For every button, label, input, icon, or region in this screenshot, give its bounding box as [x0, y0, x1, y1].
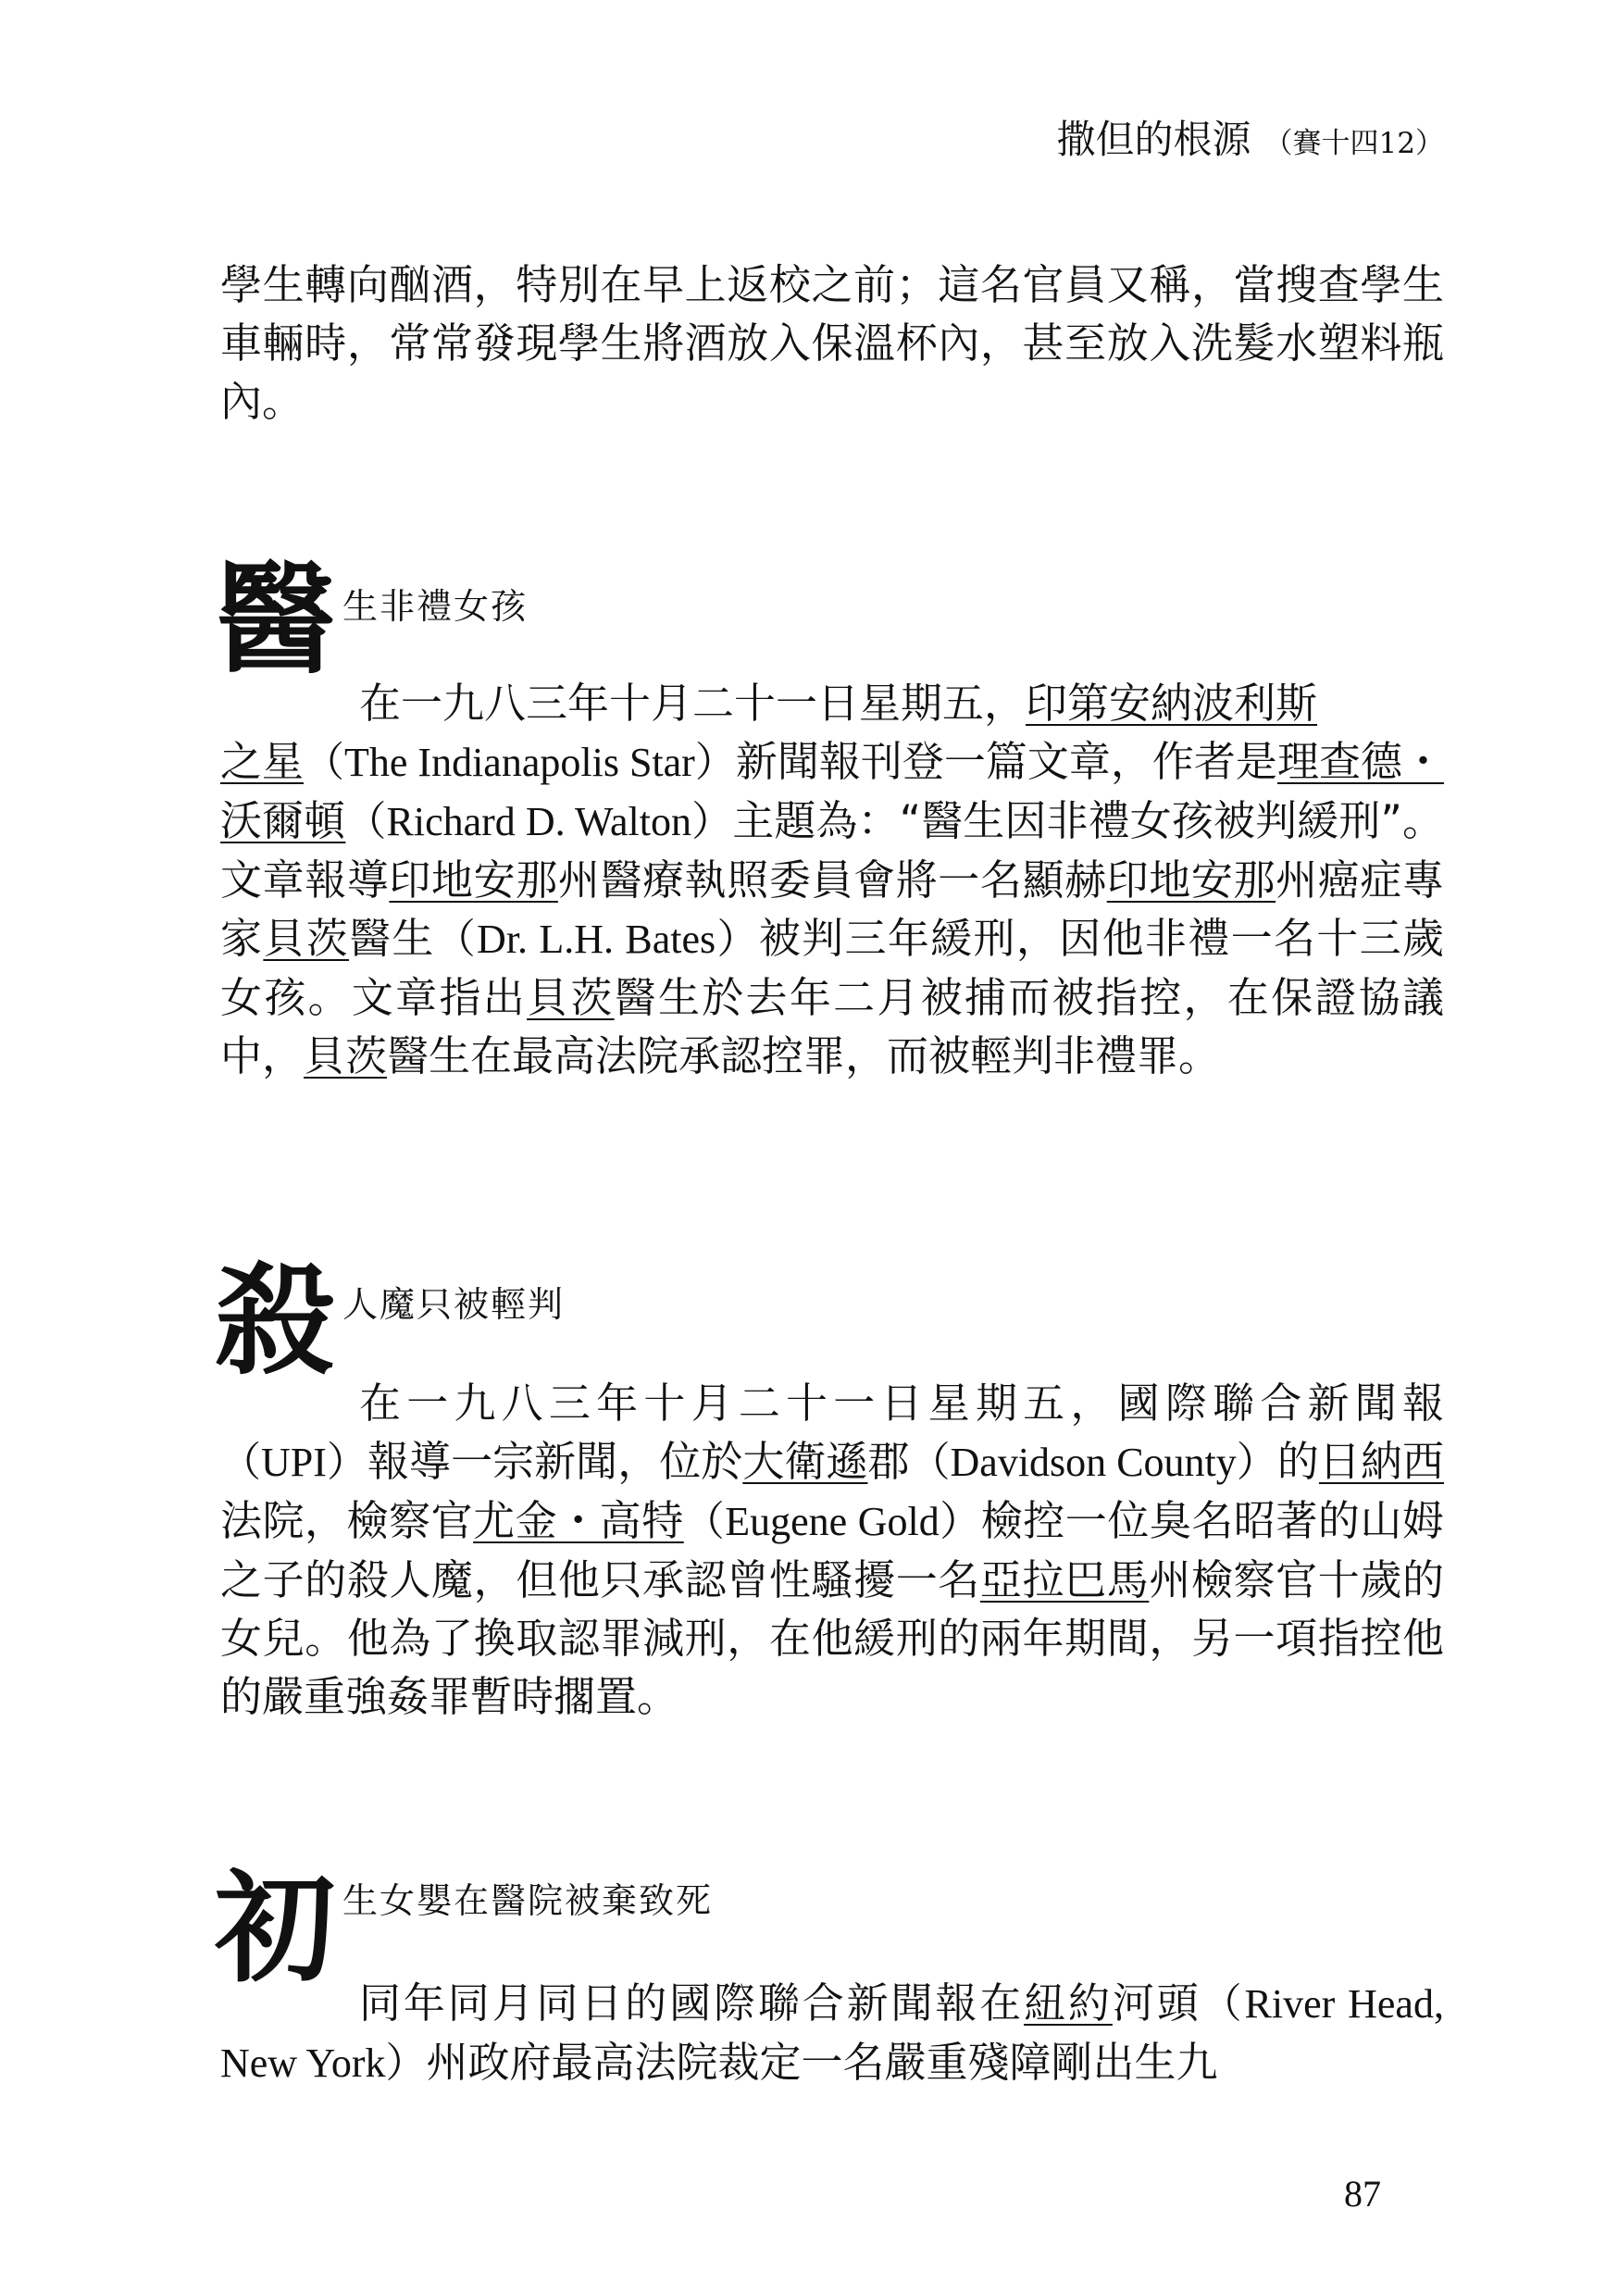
section3-subtitle: 生女嬰在醫院被棄致死 [342, 1880, 714, 1921]
place-name: 大衛遜 [742, 1437, 868, 1486]
place-name: 印第安納波利斯 [1026, 679, 1318, 728]
section1-subtitle: 生非禮女孩 [342, 586, 529, 627]
person-name: 貝茨 [304, 1031, 388, 1080]
place-name: 印地安那 [389, 855, 558, 905]
page-number: 87 [1344, 2173, 1381, 2215]
section1-dropcap: 醫 [215, 548, 336, 690]
section2-dropcap: 殺 [215, 1250, 336, 1391]
person-name: 尤金・高特 [473, 1496, 684, 1545]
place-name: 印地安那 [1106, 855, 1276, 905]
section2-subtitle: 人魔只被輕判 [342, 1284, 566, 1325]
running-header [1057, 109, 1444, 165]
header-chapter: （賽十四12） [1263, 127, 1444, 160]
section1-paragraph: 在一九八三年十月二十一日星期五，印第安納波利斯 之星（The Indianapolis Star）新聞報刊登一篇文章，作者是理查德・沃爾頓（Richard D. Walton）主題為：“醫生因非禮女孩被判緩刑”。文章報導印地安那州醫療執照委員會將一名顯赫印地安那州癌症專家貝茨醫生（Dr. L.H. Bates）被判三年緩刑，因他非禮一名十三歲女孩。文章指出貝茨醫生於去年二月被捕而被指控，在保證協議中，貝茨醫生在最高法院承認控罪，而被輕判非禮罪。 [220, 679, 1444, 1080]
person-name: 貝茨 [527, 973, 615, 1022]
header-title: 撒但的根源 [1056, 117, 1251, 162]
place-name: 亞拉巴馬 [979, 1555, 1150, 1604]
place-name: 之星 [220, 737, 305, 786]
section3-dropcap: 初 [215, 1857, 336, 1999]
person-name: 理查德・沃爾頓 [220, 737, 1444, 845]
person-name: 貝茨 [263, 914, 350, 963]
place-name: 日納西 [1318, 1437, 1444, 1486]
place-name: 紐約 [1024, 1978, 1113, 2028]
section2-paragraph: 在一九八三年十月二十一日星期五，國際聯合新聞報（UPI）報導一宗新聞，位於大衛遜郡（Davidson County）的日納西法院，檢察官尤金・高特（Eugene Gold）檢控一位臭名昭著的山姆之子的殺人魔，但他只承認曾性騷擾一名亞拉巴馬州檢察官十歲的女兒。他為了換取認罪減刑，在他緩刑的兩年期間，另一項指控他的嚴重強姦罪暫時擱置。 [220, 1379, 1444, 1721]
section3-paragraph: 同年同月同日的國際聯合新聞報在紐約河頭（River Head, New York）州政府最高法院裁定一名嚴重殘障剛出生九 [220, 1978, 1444, 2087]
intro-paragraph: 學生轉向酗酒，特別在早上返校之前；這名官員又稱，當搜查學生車輛時，常常發現學生將酒放入保溫杯內，甚至放入洗髮水塑料瓶內。 [220, 260, 1444, 426]
